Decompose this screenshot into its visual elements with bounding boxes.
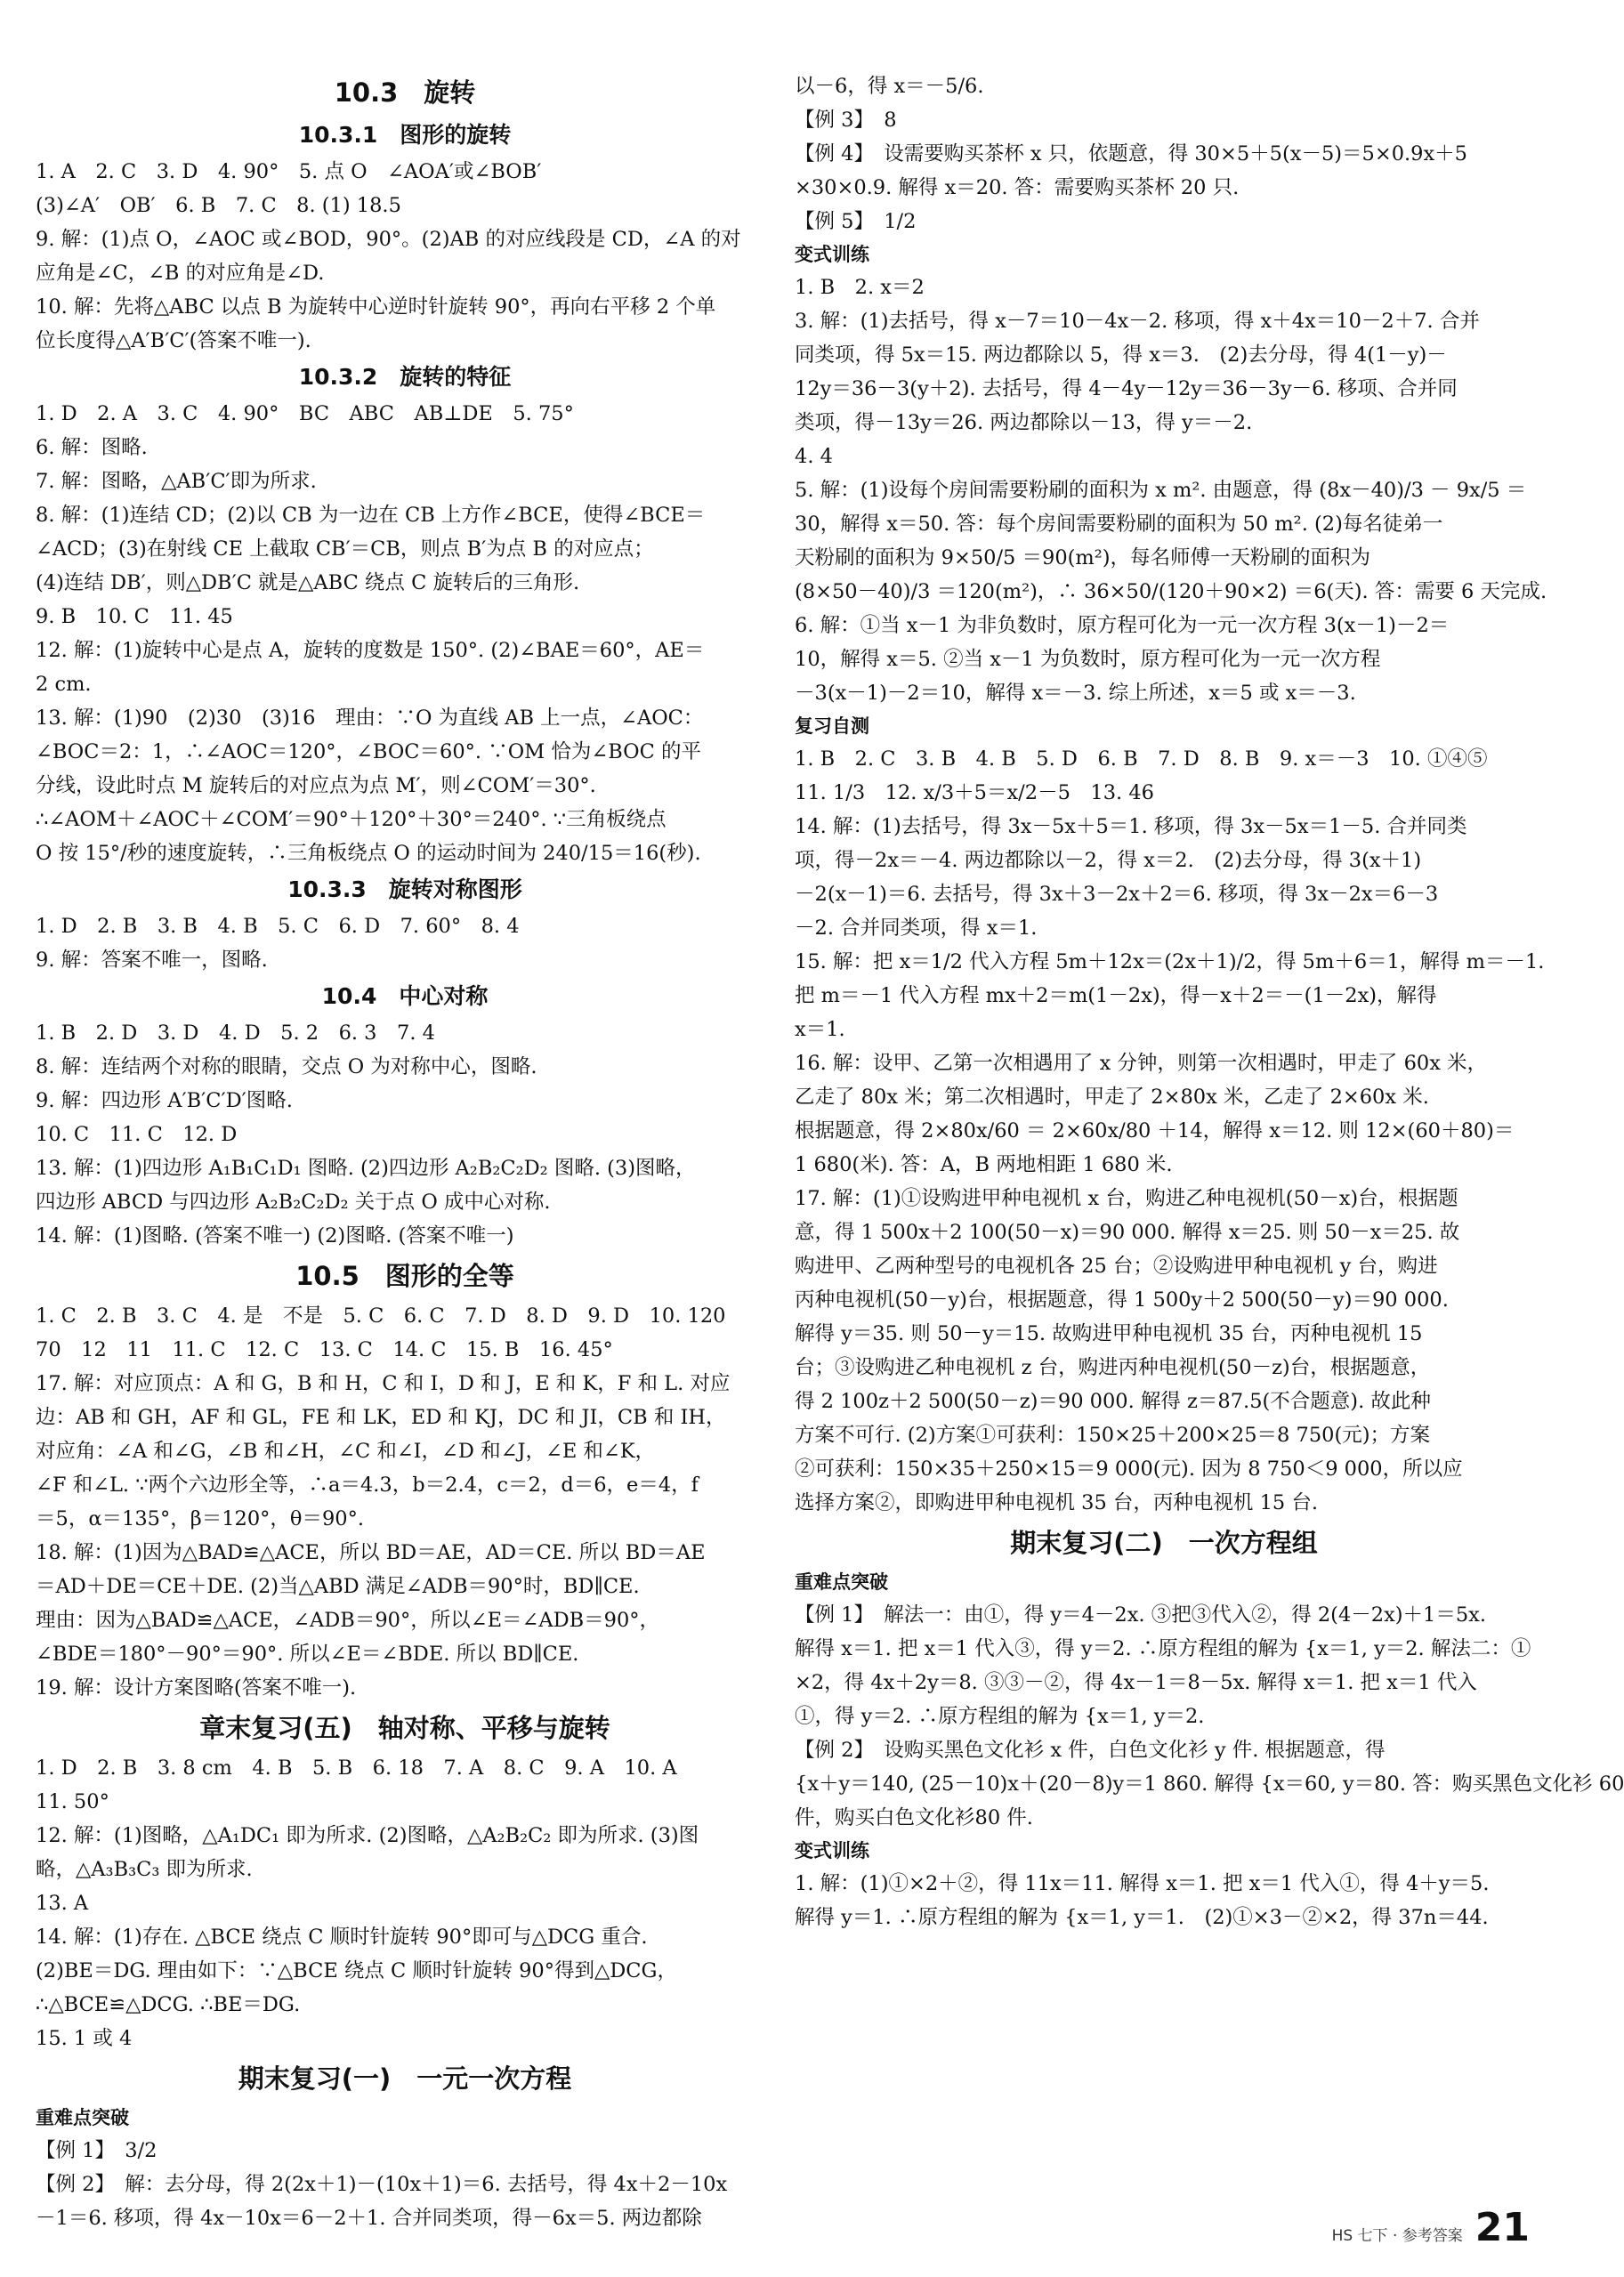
answer-line: 6. 解：图略. (36, 436, 148, 459)
answer-line: 1. C 2. B 3. C 4. 是 不是 5. C 6. C 7. D 8. D 9. D 10. 120 (36, 1304, 726, 1328)
answer-line: 13. 解：(1)90 (2)30 (3)16 理由：∵O 为直线 AB 上一点，∠AOC： (36, 707, 704, 730)
answer-line: 10，解得 x＝5. ②当 x－1 为负数时，原方程可化为一元一次方程 (795, 648, 1381, 671)
subsection-heading: 10.3.2 旋转的特征 (298, 364, 512, 390)
answer-line: 把 m＝－1 代入方程 mx＋2＝m(1－2x)，得－x＋2＝－(1－2x)，解得 (795, 984, 1437, 1007)
answer-line: 【例 2】 解：去分母，得 2(2x＋1)－(10x＋1)＝6. 去括号，得 4x＋2－10x (36, 2173, 728, 2196)
answer-line: 3. 解：(1)去括号，得 x－7＝10－4x－2. 移项，得 x＋4x＝10－2＋7. 合并 (795, 310, 1480, 333)
answer-line: ∠BOC＝2：1，∴∠AOC＝120°，∠BOC＝60°. ∵OM 恰为∠BOC 的平 (36, 740, 701, 763)
section-heading: 10.5 图形的全等 (295, 1261, 514, 1291)
answer-line: 1 680(米). 答：A，B 两地相距 1 680 米. (795, 1153, 1173, 1176)
answer-line: －3(x－1)－2＝10，解得 x＝－3. 综上所述，x＝5 或 x＝－3. (795, 682, 1356, 705)
answer-line: 9. 解：四边形 A′B′C′D′图略. (36, 1089, 293, 1112)
answer-line: －2. 合并同类项，得 x＝1. (795, 916, 1038, 940)
answer-line: 边：AB 和 GH，AF 和 GL，FE 和 LK，ED 和 KJ，DC 和 JI，CB 和 IH， (36, 1406, 726, 1429)
answer-line: 天粉刷的面积为 9×50/5 ＝90(m²)，每名师傅一天粉刷的面积为 (795, 546, 1371, 569)
page-number: 21 (1475, 2205, 1530, 2250)
answer-line: 选择方案②，即购进甲种电视机 35 台，丙种电视机 15 台. (795, 1491, 1319, 1514)
block-label: 重难点突破 (36, 2107, 129, 2128)
answer-line: 17. 解：对应顶点：A 和 G，B 和 H，C 和 I，D 和 J，E 和 K，F 和 L. 对应 (36, 1372, 731, 1395)
answer-line: (8×50－40)/3 ＝120(m²)，∴ 36×50/(120＋90×2) ＝6(天). 答：需要 6 天完成. (795, 580, 1547, 603)
answer-line: 9. 解：(1)点 O，∠AOC 或∠BOD，90°。(2)AB 的对应线段是 CD，∠A 的对 (36, 228, 741, 251)
answer-line: ×30×0.9. 解得 x＝20. 答：需要购买茶杯 20 只. (795, 176, 1240, 199)
answer-line: ∠BDE＝180°－90°＝90°. 所以∠E＝∠BDE. 所以 BD∥CE. (36, 1643, 579, 1666)
answer-line: (3)∠A′ OB′ 6. B 7. C 8. (1) 18.5 (36, 194, 401, 217)
answer-line: 18. 解：(1)因为△BAD≌△ACE，所以 BD＝AE，AD＝CE. 所以 BD＝AE (36, 1541, 706, 1564)
answer-line: (2)BE＝DG. 理由如下：∵△BCE 绕点 C 顺时针旋转 90°得到△DCG， (36, 1959, 677, 1982)
answer-line: 1. A 2. C 3. D 4. 90° 5. 点 O ∠AOA′或∠BOB′ (36, 160, 542, 183)
answer-line: 11. 1/3 12. x/3＋5＝x/2－5 13. 46 (795, 781, 1154, 804)
section-heading: 章末复习(五) 轴对称、平移与旋转 (199, 1713, 610, 1743)
answer-line: 13. 解：(1)四边形 A₁B₁C₁D₁ 图略. (2)四边形 A₂B₂C₂D₂ 图略. (3)图略， (36, 1157, 696, 1180)
answer-line: 1. 解：(1)①×2＋②，得 11x＝11. 解得 x＝1. 把 x＝1 代入①，得 4＋y＝5. (795, 1872, 1490, 1895)
answer-line: 1. D 2. A 3. C 4. 90° BC ABC AB⊥DE 5. 75° (36, 402, 574, 425)
answer-line: 12. 解：(1)旋转中心是点 A，旋转的度数是 150°. (2)∠BAE＝60°，AE＝ (36, 639, 705, 662)
answer-line: 9. B 10. C 11. 45 (36, 605, 233, 628)
answer-line: 8. 解：(1)连结 CD；(2)以 CB 为一边在 CB 上方作∠BCE，使得∠BCE＝ (36, 504, 706, 527)
answer-line: 【例 1】 3/2 (36, 2139, 158, 2162)
answer-line: 类项，得－13y＝26. 两边都除以－13，得 y＝－2. (795, 411, 1253, 434)
answer-line: 应角是∠C，∠B 的对应角是∠D. (36, 262, 325, 285)
answer-line: 乙走了 80x 米；第二次相遇时，甲走了 2×80x 米，乙走了 2×60x 米. (795, 1086, 1429, 1109)
answer-line: 方案不可行. (2)方案①可获利：150×25＋200×25＝8 750(元)；方案 (795, 1424, 1431, 1447)
answer-line: 台；③设购进乙种电视机 z 台，购进丙种电视机(50－z)台，根据题意， (795, 1356, 1431, 1379)
answer-line: 1. D 2. B 3. B 4. B 5. C 6. D 7. 60° 8. 4 (36, 915, 520, 938)
left-column (36, 69, 774, 2235)
answer-line: 分线，设此时点 M 旋转后的对应点为点 M′，则∠COM′＝30°. (36, 774, 596, 797)
section-heading: 10.3 旋转 (334, 77, 476, 108)
answer-line: {x＋y＝140, (25－10)x＋(20－8)y＝1 860. 解得 {x＝60, y＝80. 答：购买黑色文化衫 60 (795, 1772, 1624, 1796)
answer-line: 1. B 2. D 3. D 4. D 5. 2 6. 3 7. 4 (36, 1021, 435, 1045)
subsection-heading: 10.3.3 旋转对称图形 (287, 876, 522, 902)
answer-line: 【例 5】 1/2 (795, 210, 917, 233)
answer-line: 12. 解：(1)图略，△A₁DC₁ 即为所求. (2)图略，△A₂B₂C₂ 即为所求. (3)图 (36, 1824, 699, 1847)
answer-line: 14. 解：(1)图略. (答案不唯一) (2)图略. (答案不唯一) (36, 1224, 514, 1248)
answer-line: ＝AD＋DE＝CE＋DE. (2)当△ABD 满足∠ADB＝90°时，BD∥CE. (36, 1575, 640, 1598)
answer-line: 项，得－2x＝－4. 两边都除以－2，得 x＝2. (2)去分母，得 3(x＋1) (795, 849, 1422, 872)
answer-line: 以－6，得 x＝－5/6. (795, 75, 984, 98)
answer-line: 位长度得△A′B′C′(答案不唯一). (36, 329, 311, 352)
answer-line: 1. D 2. B 3. 8 cm 4. B 5. B 6. 18 7. A 8. C 9. A 10. A (36, 1756, 677, 1780)
page-footer (1332, 2205, 1530, 2250)
section-heading: 期末复习(二) 一次方程组 (1010, 1528, 1318, 1558)
answer-line: 【例 2】 设购买黑色文化衫 x 件，白色文化衫 y 件. 根据题意，得 (795, 1739, 1386, 1762)
block-label: 重难点突破 (795, 1571, 888, 1593)
answer-line: 略，△A₃B₃C₃ 即为所求. (36, 1858, 253, 1881)
subsection-heading: 10.4 中心对称 (321, 983, 489, 1009)
answer-line: 丙种电视机(50－y)台，根据题意，得 1 500y＋2 500(50－y)＝90 000. (795, 1288, 1449, 1312)
answer-line: 6. 解：①当 x－1 为非负数时，原方程可化为一元一次方程 3(x－1)－2＝ (795, 614, 1450, 637)
answer-line: 15. 解：把 x＝1/2 代入方程 5m＋12x＝(2x＋1)/2，得 5m＋6＝1，解得 m＝－1. (795, 950, 1545, 973)
subsection-heading: 10.3.1 图形的旋转 (298, 122, 512, 148)
answer-line: 解得 y＝35. 则 50－y＝15. 故购进甲种电视机 35 台，丙种电视机 15 (795, 1322, 1423, 1345)
answer-line: 4. 4 (795, 445, 833, 468)
answer-line: 9. 解：答案不唯一，图略. (36, 949, 268, 972)
answer-line: 15. 1 或 4 (36, 2027, 133, 2050)
answer-line: －2(x－1)＝6. 去括号，得 3x＋3－2x＋2＝6. 移项，得 3x－2x＝6－3 (795, 883, 1439, 906)
answer-line: ∠ACD；(3)在射线 CE 上截取 CB′＝CB，则点 B′为点 B 的对应点； (36, 537, 654, 561)
answer-line: 5. 解：(1)设每个房间需要粉刷的面积为 x m². 由题意，得 (8x－40)/3 － 9x/5 ＝ (795, 479, 1527, 502)
answer-line: 13. A (36, 1892, 89, 1915)
answer-line: 同类项，得 5x＝15. 两边都除以 5，得 x＝3. (2)去分母，得 4(1－y)－ (795, 343, 1447, 367)
answer-line: 得 2 100z＋2 500(50－z)＝90 000. 解得 z＝87.5(不合题意). 故此种 (795, 1390, 1431, 1413)
answer-line: 16. 解：设甲、乙第一次相遇用了 x 分钟，则第一次相遇时，甲走了 60x 米， (795, 1052, 1488, 1075)
answer-line: 意，得 1 500x＋2 100(50－x)＝90 000. 解得 x＝25. 则 50－x＝25. 故 (795, 1221, 1460, 1244)
answer-line: 14. 解：(1)去括号，得 3x－5x＋5＝1. 移项，得 3x－5x＝1－5. 合并同类 (795, 815, 1467, 838)
answer-line: ＝5，α＝135°，β＝120°，θ＝90°. (36, 1507, 364, 1530)
answer-line: 解得 x＝1. 把 x＝1 代入③，得 y＝2. ∴原方程组的解为 {x＝1, y＝2. 解法二：① (795, 1637, 1531, 1660)
answer-line: ∠F 和∠L. ∵两个六边形全等，∴a＝4.3，b＝2.4，c＝2，d＝6，e＝4，f (36, 1474, 699, 1497)
answer-line: ①，得 y＝2. ∴原方程组的解为 {x＝1, y＝2. (795, 1705, 1205, 1728)
answer-line: 【例 4】 设需要购买茶杯 x 只，依题意，得 30×5＋5(x－5)＝5×0.9x＋5 (795, 142, 1467, 166)
answer-line: 理由：因为△BAD≌△ACE，∠ADB＝90°，所以∠E＝∠ADB＝90°， (36, 1609, 660, 1632)
answer-line: 购进甲、乙两种型号的电视机各 25 台；②设购进甲种电视机 y 台，购进 (795, 1255, 1438, 1278)
footer-label: HS 七下 · 参考答案 (1331, 2227, 1463, 2245)
answer-line: (4)连结 DB′，则△DB′C 就是△ABC 绕点 C 旋转后的三角形. (36, 571, 580, 594)
answer-line: 11. 50° (36, 1790, 109, 1813)
answer-line: 10. 解：先将△ABC 以点 B 为旋转中心逆时针旋转 90°，再向右平移 2 个单 (36, 295, 716, 319)
answer-line: 【例 3】 8 (795, 109, 897, 132)
answer-line: 14. 解：(1)存在. △BCE 绕点 C 顺时针旋转 90°即可与△DCG 重合. (36, 1926, 648, 1949)
answer-line: 12y＝36－3(y＋2). 去括号，得 4－4y－12y＝36－3y－6. 移项、合并同 (795, 377, 1458, 400)
answer-line: 四边形 ABCD 与四边形 A₂B₂C₂D₂ 关于点 O 成中心对称. (36, 1191, 551, 1214)
answer-line: 7. 解：图略，△AB′C′即为所求. (36, 470, 317, 493)
answer-line: 30，解得 x＝50. 答：每个房间需要粉刷的面积为 50 m². (2)每名徒弟一 (795, 513, 1443, 536)
answer-line: 8. 解：连结两个对称的眼睛，交点 O 为对称中心，图略. (36, 1055, 537, 1078)
answer-line: x＝1. (795, 1018, 845, 1041)
answer-line: 70 12 11 11. C 12. C 13. C 14. C 15. B 16. 45° (36, 1338, 613, 1361)
answer-line: －1＝6. 移项，得 4x－10x＝6－2＋1. 合并同类项，得－6x＝5. 两边都除 (36, 2207, 702, 2230)
answer-line: O 按 15°/秒的速度旋转，∴三角板绕点 O 的运动时间为 240/15＝16(秒). (36, 842, 701, 865)
answer-line: 解得 y＝1. ∴原方程组的解为 {x＝1, y＝1. (2)①×3－②×2，得 37n＝44. (795, 1906, 1489, 1929)
answer-line: ×2，得 4x＋2y＝8. ③③－②，得 4x－1＝8－5x. 解得 x＝1. 把 x＝1 代入 (795, 1671, 1477, 1694)
answer-line: 2 cm. (36, 673, 92, 696)
block-label: 变式训练 (795, 244, 869, 265)
answer-line: 17. 解：(1)①设购进甲种电视机 x 台，购进乙种电视机(50－x)台，根据题 (795, 1187, 1458, 1210)
answer-line: 【例 1】 解法一：由①，得 y＝4－2x. ③把③代入②，得 2(4－2x)＋1＝5x. (795, 1603, 1487, 1627)
block-label: 复习自测 (795, 715, 869, 737)
answer-line: 对应角：∠A 和∠G，∠B 和∠H，∠C 和∠I，∠D 和∠J，∠E 和∠K， (36, 1440, 656, 1463)
section-heading: 期末复习(一) 一元一次方程 (238, 2063, 572, 2094)
block-label: 变式训练 (795, 1840, 869, 1861)
answer-line: 1. B 2. x＝2 (795, 276, 925, 299)
answer-line: ∴∠AOM＋∠AOC＋∠COM′＝90°＋120°＋30°＝240°. ∵三角板绕点 (36, 808, 667, 831)
answer-line: 根据题意，得 2×80x/60 ＝ 2×60x/80 ＋14，解得 x＝12. 则 12×(60＋80)＝ (795, 1119, 1515, 1143)
answer-line: 10. C 11. C 12. D (36, 1123, 238, 1146)
right-column (795, 69, 1624, 1934)
answer-line: ②可获利：150×35＋250×15＝9 000(元). 因为 8 750＜9 000，所以应 (795, 1457, 1463, 1481)
answer-line: 件，购买白色文化衫80 件. (795, 1806, 1033, 1829)
answer-line: ∴△BCE≌△DCG. ∴BE＝DG. (36, 1993, 301, 2016)
answer-line: 1. B 2. C 3. B 4. B 5. D 6. B 7. D 8. B 9. x＝－3 10. ①④⑤ (795, 747, 1488, 771)
answer-line: 19. 解：设计方案图略(答案不唯一). (36, 1676, 357, 1700)
